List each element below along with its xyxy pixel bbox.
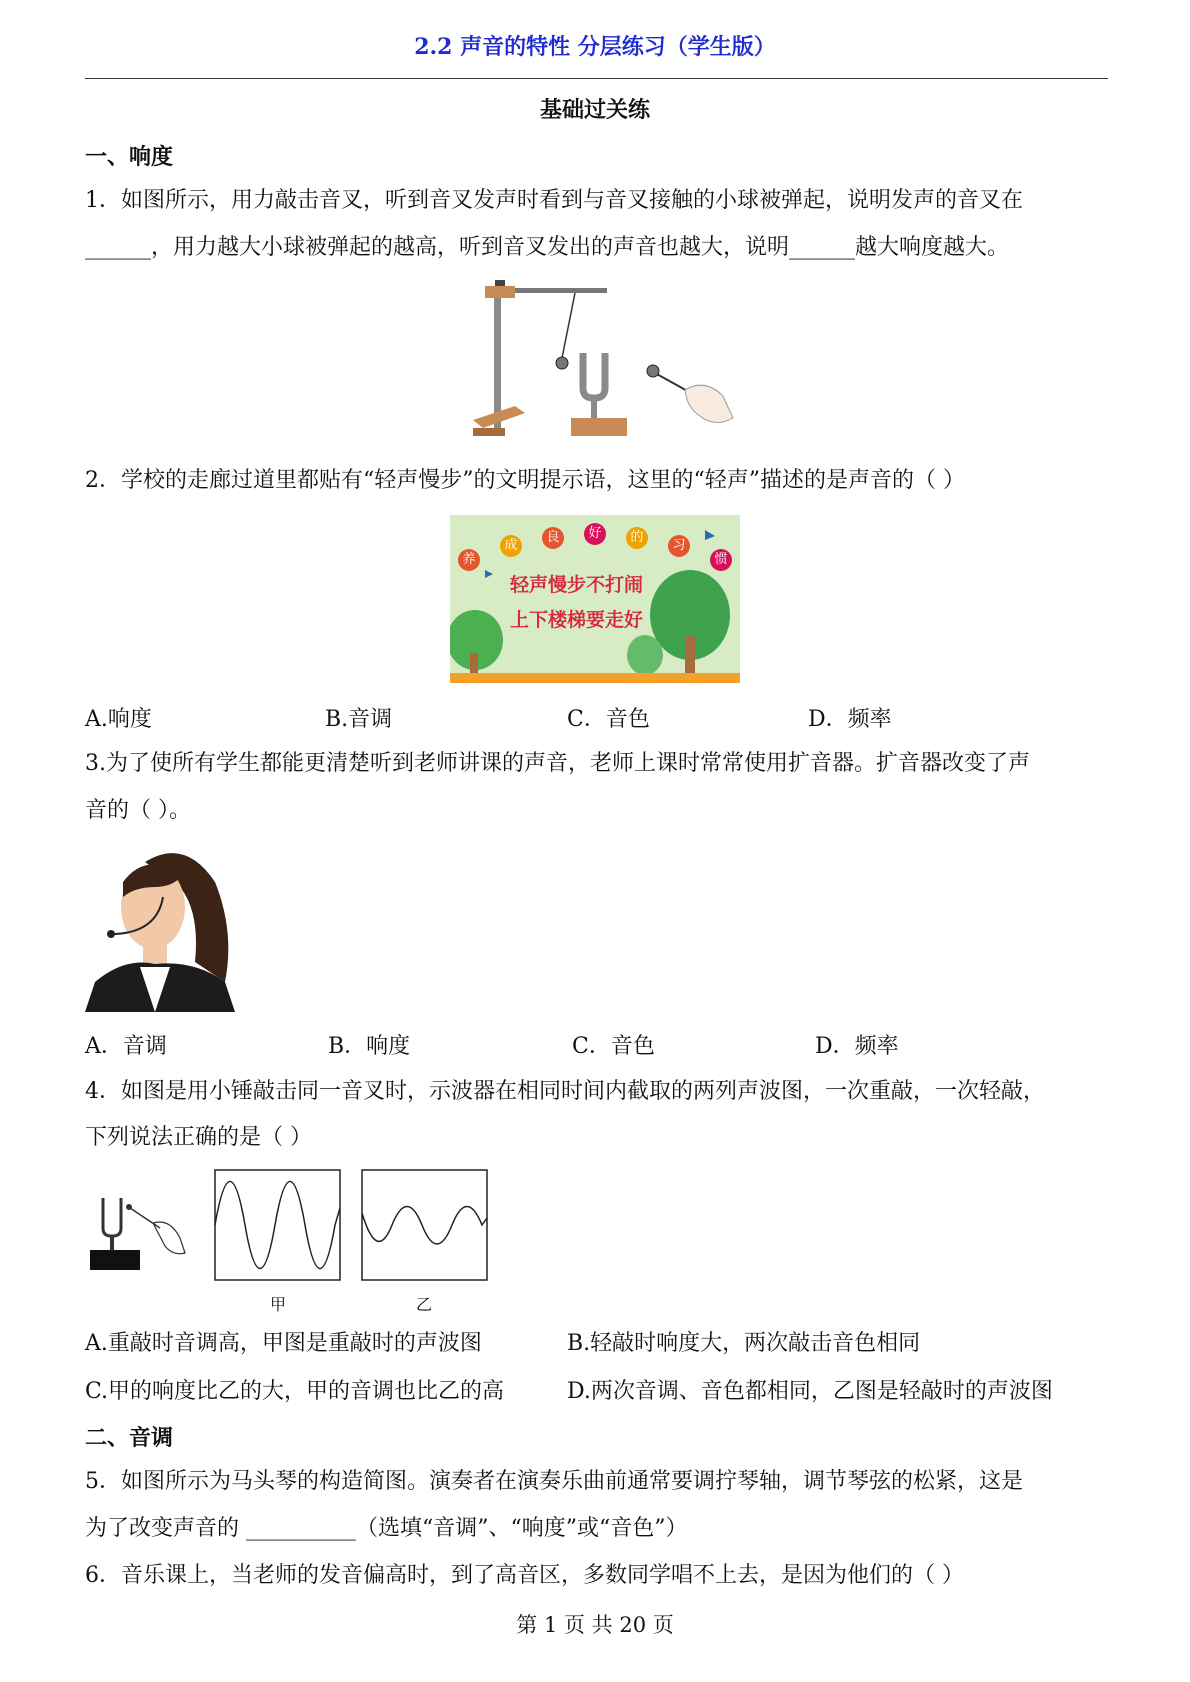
q3-option-d[interactable]: D．频率: [815, 1034, 899, 1059]
q5-line-2: 为了改变声音的 __________（选填“音调”、“响度”或“音色”）: [85, 1516, 688, 1541]
poster-arc-char: 良: [542, 527, 564, 549]
section-heading-loudness: 一、响度: [85, 144, 174, 170]
tuning-fork-ball-figure: [465, 278, 735, 453]
q2-option-b[interactable]: B.音调: [325, 707, 393, 732]
q2-option-c[interactable]: C．音色: [567, 707, 650, 732]
section-subtitle: 基础过关练: [539, 97, 650, 123]
q1-line-1: 1．如图所示，用力敲击音叉，听到音叉发声时看到与音叉接触的小球被弹起，说明发声的音叉在: [85, 188, 1024, 213]
q3-option-c[interactable]: C．音色: [572, 1034, 655, 1059]
q3-line-1: 3.为了使所有学生都能更清楚听到老师讲课的声音，老师上课时常常使用扩音器。扩音器改变了声: [85, 751, 1030, 776]
q3-option-a[interactable]: A．音调: [85, 1034, 167, 1059]
q2-option-a[interactable]: A.响度: [85, 707, 152, 732]
q2-option-d[interactable]: D．频率: [808, 707, 892, 732]
document-title: 2.2 声音的特性 分层练习（学生版）: [414, 34, 776, 60]
q4-line-1: 4．如图是用小锤敲击同一音叉时，示波器在相同时间内截取的两列声波图，一次重敲，一次轻敲，: [85, 1079, 1046, 1104]
teacher-with-headset-photo: [85, 842, 235, 1012]
poster-line-2: 上下楼梯要走好: [510, 609, 644, 631]
oscilloscope-figure: [85, 1168, 495, 1318]
q3-line-2: 音的（ ）。: [85, 798, 191, 823]
poster-arc-char: 的: [626, 527, 648, 549]
q5-line-1: 5．如图所示为马头琴的构造简图。演奏者在演奏乐曲前通常要调拧琴轴，调节琴弦的松紧，这是: [85, 1469, 1024, 1494]
q4-option-c[interactable]: C.甲的响度比乙的大，甲的音调也比乙的高: [85, 1379, 505, 1404]
q1-line-2: ______，用力越大小球被弹起的越高，听到音叉发出的声音也越大，说明______越大响度越大。: [85, 235, 1010, 260]
poster-arc-char: 惯: [710, 549, 732, 571]
wave-label-yi: 乙: [416, 1295, 433, 1314]
q2-stem: 2．学校的走廊过道里都贴有“轻声慢步”的文明提示语，这里的“轻声”描述的是声音的（ ）: [85, 468, 965, 493]
poster-line-1: 轻声慢步不打闹: [510, 574, 644, 596]
q6-line-1: 6．音乐课上，当老师的发音偏高时，到了高音区，多数同学唱不上去，是因为他们的（ ）: [85, 1563, 964, 1588]
q4-line-2: 下列说法正确的是（ ）: [85, 1125, 312, 1150]
q3-option-b[interactable]: B．响度: [328, 1034, 411, 1059]
header-rule: [85, 78, 1108, 79]
q4-option-a[interactable]: A.重敲时音调高，甲图是重敲时的声波图: [85, 1331, 482, 1356]
q4-option-b[interactable]: B.轻敲时响度大，两次敲击音色相同: [567, 1331, 921, 1356]
poster-arc-char: 习: [668, 535, 690, 557]
quiet-walk-poster: [450, 515, 740, 683]
poster-arc-char: 好: [584, 523, 606, 545]
wave-label-jia: 甲: [270, 1295, 287, 1314]
q4-option-d[interactable]: D.两次音调、音色都相同，乙图是轻敲时的声波图: [567, 1379, 1053, 1404]
page-footer: 第 1 页 共 20 页: [516, 1613, 674, 1637]
section-heading-pitch: 二、音调: [85, 1425, 174, 1451]
poster-arc-char: 成: [500, 535, 522, 557]
poster-arc-char: 养: [458, 549, 480, 571]
